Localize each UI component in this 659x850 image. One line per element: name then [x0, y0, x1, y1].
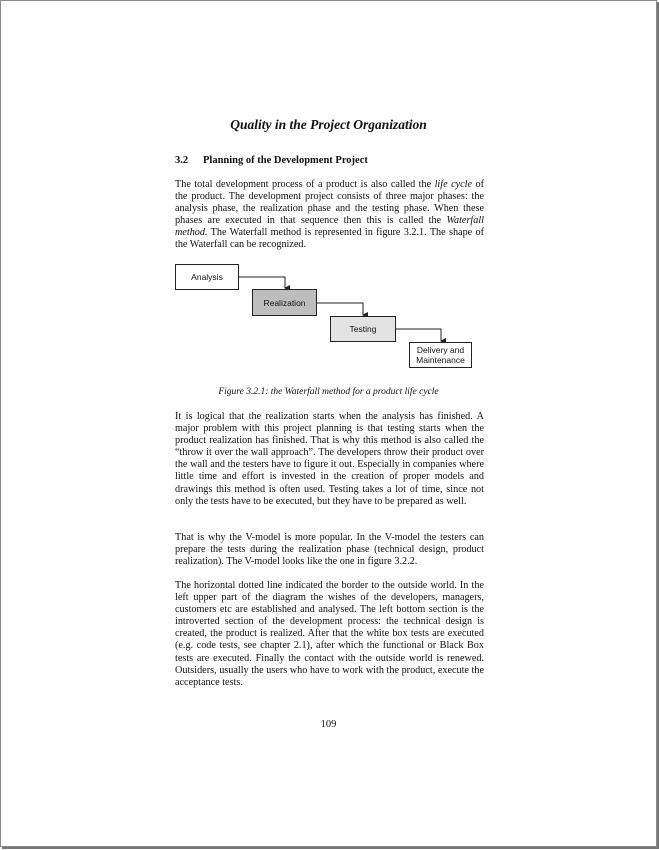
paragraph-waterfall-problem: It is logical that the realization starts when the analysis has finished. A major problem with this project planning is that testing starts when the product realization has finished. That is why this method is also called the “throw it over the wall approach”. The developers throw their product over the wall and the testers have to figure it out. Especially in companies where little time and effort is invested in the creation of proper models and drawings this method is often used. Testing takes a lot of time, since not only the tests have to be executed, but they have to be prepared as well. [175, 411, 484, 507]
paragraph-text: The total development process of a product is also called the [175, 179, 435, 190]
paragraph-v-model-explanation: The horizontal dotted line indicated the border to the outside world. In the left upper part of the diagram the wishes of the developers, managers, customers etc are established and analysed. The left bottom section is the introverted section of the development process: the technical design is created, the product is realized. After that the white box tests are executed (e.g. code tests, see chapter 2.1), after which the functional or Black Box tests are executed. Finally the contact with the outside world is renewed. Outsiders, usually the users who have to work with the product, execute the acceptance tests. [175, 580, 484, 688]
page-number: 109 [320, 719, 337, 730]
paragraph-intro [175, 179, 484, 252]
paragraph-text: of the product. The development project consists of three major phases: the analysis phase, the realization phase and the testing phase. When these phases are executed in that sequence then this is called the [175, 179, 484, 227]
emphasis-life-cycle: life cycle [434, 179, 473, 190]
waterfall-box-testing: Testing [330, 316, 396, 342]
arrow-analysis-to-realization [239, 277, 285, 288]
emphasis-waterfall-method: Waterfall method. [175, 215, 484, 239]
arrow-testing-to-delivery [396, 329, 441, 341]
waterfall-box-delivery: Delivery and Maintenance [409, 342, 472, 368]
waterfall-box-analysis: Analysis [175, 264, 239, 290]
figure-caption: Figure 3.2.1: the Waterfall method for a product life cycle [218, 387, 439, 397]
section-title: Planning of the Development Project [203, 155, 368, 166]
waterfall-box-realization: Realization [252, 289, 317, 316]
section-heading [175, 155, 368, 166]
section-number: 3.2 [175, 155, 189, 166]
page-title: Quality in the Project Organization [230, 117, 427, 132]
paragraph-v-model: That is why the V-model is more popular. In the V-model the testers can prepare the tests during the realization phase (technical design, product realization). The V-model looks like the one in figure 3.2.2. [175, 532, 484, 568]
arrow-realization-to-testing [317, 303, 363, 315]
paragraph-text: The Waterfall method is represented in figure 3.2.1. The shape of the Waterfall can be recognized. [175, 227, 484, 251]
